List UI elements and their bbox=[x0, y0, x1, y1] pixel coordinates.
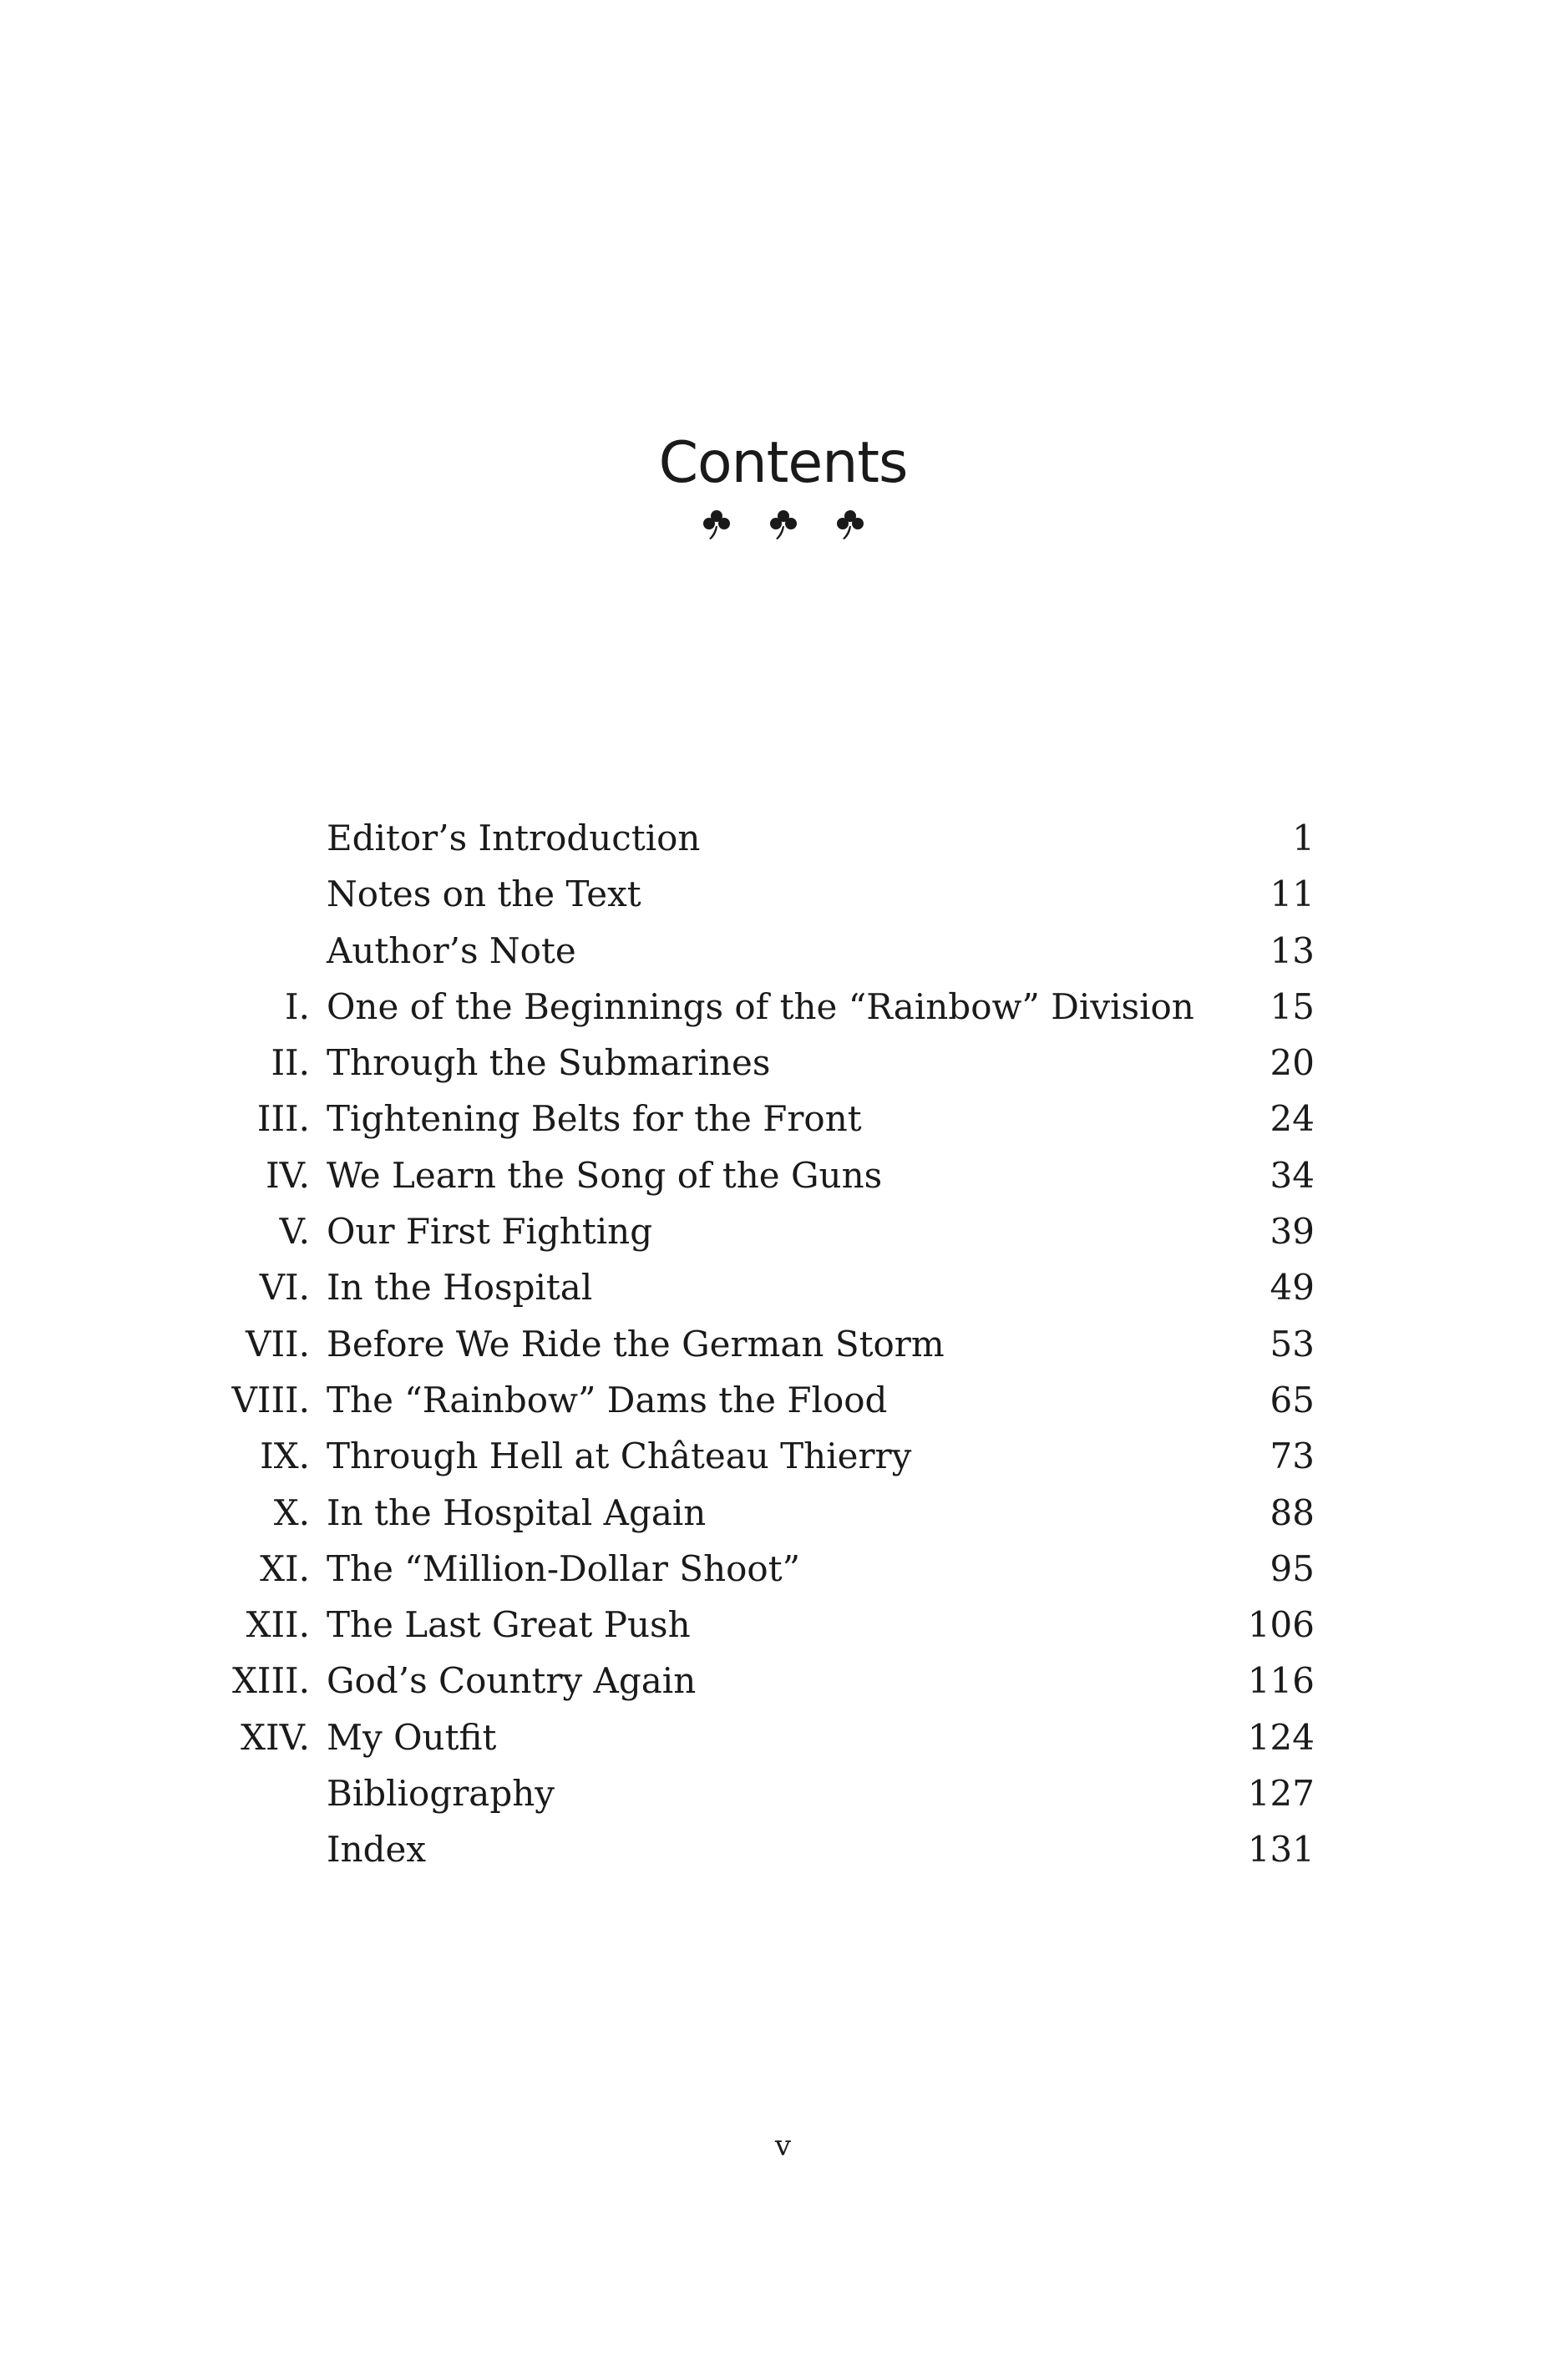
chapter-title: Notes on the Text bbox=[327, 874, 641, 915]
chapter-page-number: 73 bbox=[1270, 1436, 1315, 1477]
chapter-title: We Learn the Song of the Guns bbox=[327, 1154, 883, 1196]
chapter-title: Through Hell at Château Thierry bbox=[327, 1436, 912, 1477]
toc-entry bbox=[0, 1203, 1566, 1259]
chapter-title: Index bbox=[327, 1829, 427, 1871]
toc-entry bbox=[0, 1597, 1566, 1653]
chapter-title: One of the Beginnings of the “Rainbow” Division bbox=[327, 985, 1194, 1027]
chapter-title: Tightening Belts for the Front bbox=[327, 1098, 862, 1140]
chapter-title: The “Million-Dollar Shoot” bbox=[327, 1547, 801, 1589]
chapter-number: IV. bbox=[266, 1154, 310, 1196]
page-number: v bbox=[774, 2129, 792, 2163]
chapter-number: II. bbox=[271, 1042, 310, 1084]
shamrock-icon bbox=[767, 508, 800, 541]
chapter-title: My Outfit bbox=[327, 1716, 497, 1758]
chapter-page-number: 124 bbox=[1247, 1716, 1315, 1758]
toc-entry bbox=[0, 810, 1566, 866]
toc-entry bbox=[0, 1709, 1566, 1765]
chapter-number: VII. bbox=[246, 1323, 310, 1365]
toc-entry bbox=[0, 1653, 1566, 1709]
chapter-page-number: 11 bbox=[1270, 874, 1315, 915]
chapter-title: Before We Ride the German Storm bbox=[327, 1323, 945, 1365]
toc-entry bbox=[0, 1316, 1566, 1372]
chapter-number: XII. bbox=[246, 1604, 310, 1646]
chapter-number: X. bbox=[273, 1491, 310, 1533]
chapter-page-number: 39 bbox=[1270, 1211, 1315, 1253]
chapter-number: XIV. bbox=[241, 1716, 310, 1758]
chapter-title: The “Rainbow” Dams the Flood bbox=[327, 1379, 888, 1420]
chapter-number: VI. bbox=[259, 1267, 310, 1309]
chapter-page-number: 34 bbox=[1270, 1154, 1315, 1196]
chapter-page-number: 127 bbox=[1247, 1773, 1315, 1815]
toc-entry bbox=[0, 866, 1566, 922]
chapter-title: In the Hospital bbox=[327, 1267, 593, 1309]
chapter-number: V. bbox=[279, 1211, 310, 1253]
chapter-page-number: 24 bbox=[1270, 1098, 1315, 1140]
chapter-page-number: 49 bbox=[1270, 1267, 1315, 1309]
chapter-number: III. bbox=[256, 1098, 310, 1140]
chapter-page-number: 13 bbox=[1270, 929, 1315, 971]
chapter-title: In the Hospital Again bbox=[327, 1491, 707, 1533]
chapter-title: Through the Submarines bbox=[327, 1042, 771, 1084]
chapter-page-number: 53 bbox=[1270, 1323, 1315, 1365]
chapter-number: XI. bbox=[260, 1547, 310, 1589]
ornament-row bbox=[0, 508, 1566, 541]
chapter-page-number: 65 bbox=[1270, 1379, 1315, 1420]
toc-entry bbox=[0, 1035, 1566, 1091]
chapter-title: Our First Fighting bbox=[327, 1211, 653, 1253]
chapter-title: Author’s Note bbox=[327, 929, 576, 971]
chapter-page-number: 131 bbox=[1247, 1829, 1315, 1871]
chapter-page-number: 116 bbox=[1247, 1660, 1315, 1702]
page-title: Contents bbox=[658, 429, 908, 496]
chapter-title: The Last Great Push bbox=[327, 1604, 691, 1646]
chapter-page-number: 95 bbox=[1270, 1547, 1315, 1589]
toc-entry bbox=[0, 1541, 1566, 1597]
toc-entry bbox=[0, 1091, 1566, 1147]
chapter-page-number: 1 bbox=[1292, 818, 1315, 858]
chapter-page-number: 88 bbox=[1270, 1491, 1315, 1533]
chapter-page-number: 15 bbox=[1270, 985, 1315, 1027]
toc-entry bbox=[0, 1259, 1566, 1315]
toc-entry bbox=[0, 1147, 1566, 1203]
chapter-number: IX. bbox=[260, 1436, 310, 1477]
chapter-number: VIII. bbox=[231, 1379, 310, 1420]
toc-entry bbox=[0, 979, 1566, 1035]
chapter-title: God’s Country Again bbox=[327, 1660, 697, 1702]
chapter-page-number: 106 bbox=[1247, 1604, 1315, 1646]
chapter-number: XIII. bbox=[231, 1660, 310, 1702]
toc-entry bbox=[0, 1821, 1566, 1877]
toc-entry bbox=[0, 1765, 1566, 1821]
chapter-page-number: 20 bbox=[1270, 1042, 1315, 1084]
shamrock-icon bbox=[834, 508, 867, 541]
toc-entry bbox=[0, 923, 1566, 979]
chapter-title: Bibliography bbox=[327, 1773, 555, 1815]
toc-entry bbox=[0, 1372, 1566, 1428]
chapter-title: Editor’s Introduction bbox=[327, 818, 701, 858]
toc-entry bbox=[0, 1485, 1566, 1541]
table-of-contents bbox=[0, 810, 1566, 1878]
chapter-number: I. bbox=[285, 985, 310, 1027]
shamrock-icon bbox=[700, 508, 733, 541]
toc-entry bbox=[0, 1428, 1566, 1484]
